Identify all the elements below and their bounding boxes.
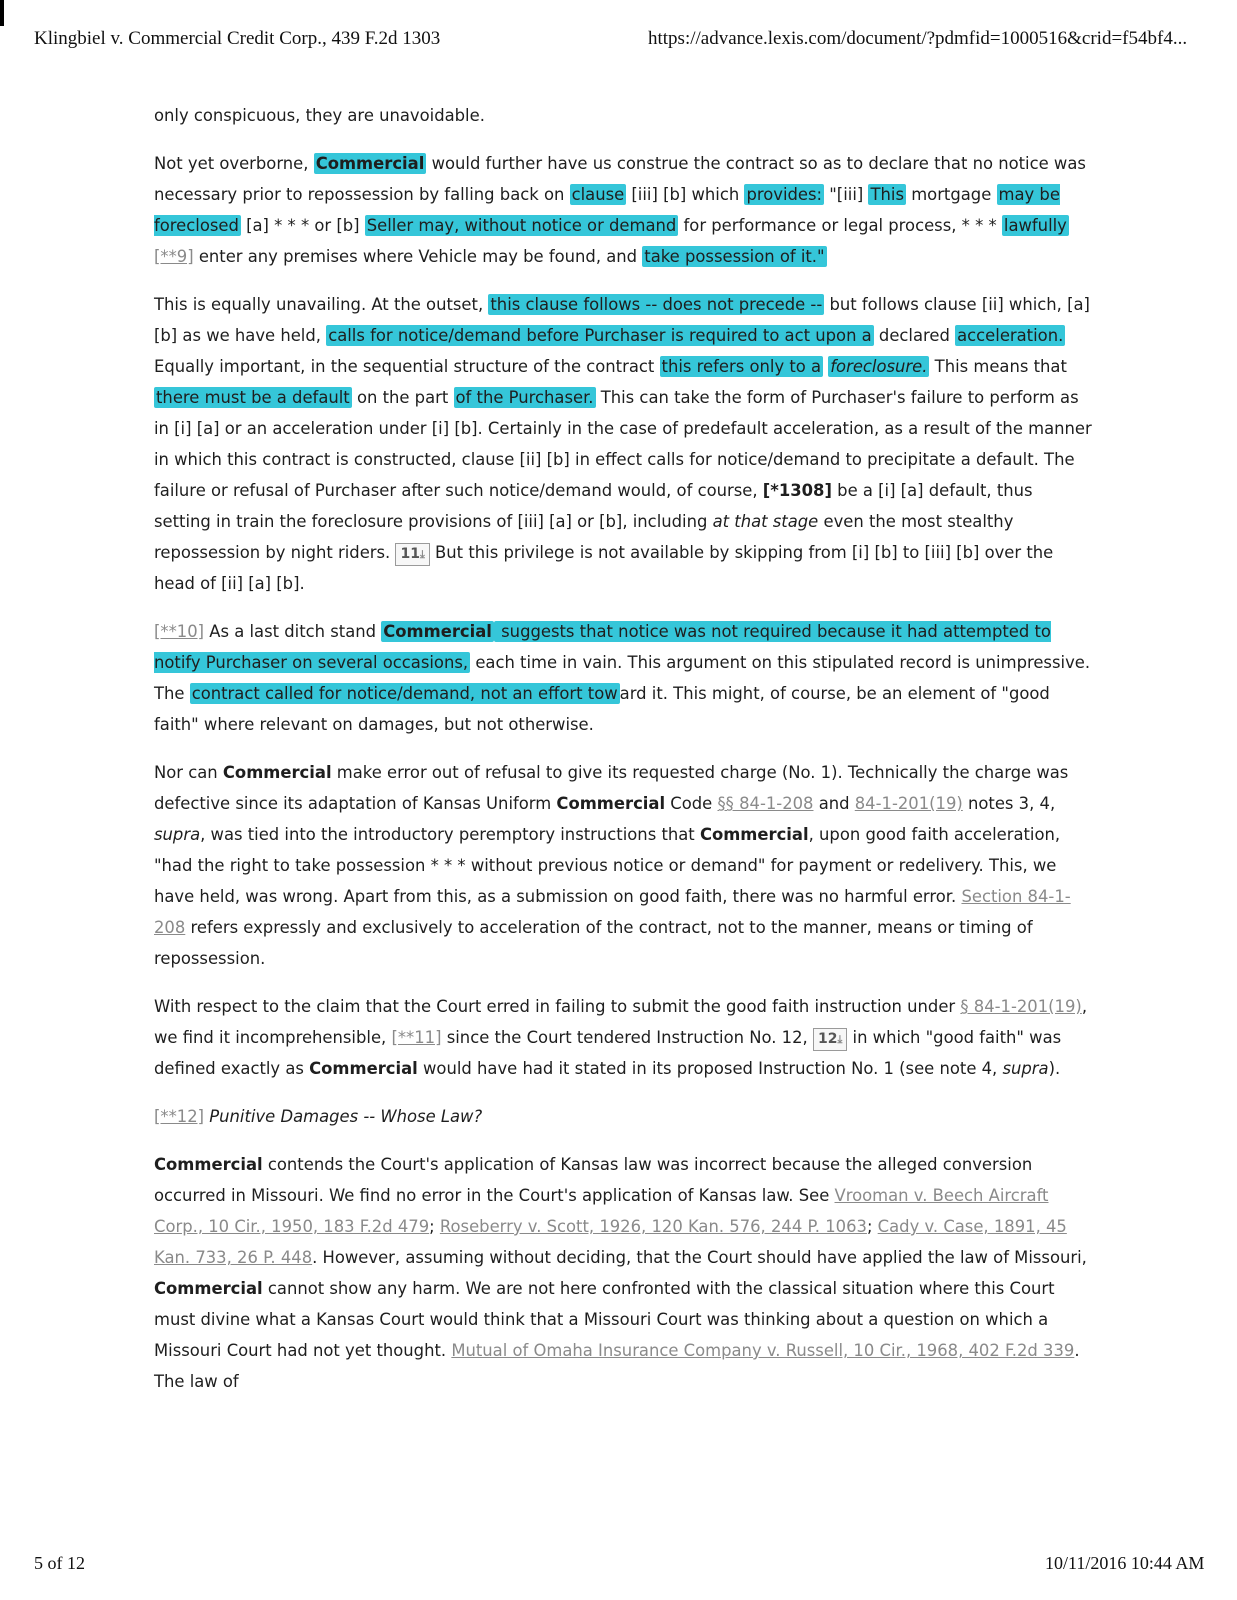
highlight: take possession of it." [644,247,825,266]
text: , we find it incomprehensible, [154,997,1088,1047]
text: only conspicuous, they are unavoidable. [154,106,485,125]
text: and [813,794,855,813]
highlight-commercial: Commercial [383,622,492,641]
text: would further have us construe the contract so as to declare that no notice was necessary prior to repossession by falling back on [154,154,1086,204]
header-case-title: Klingbiel v. Commercial Credit Corp., 439 F.2d 1303 [34,28,441,49]
highlight: there must be a default [156,388,350,407]
text: [iii] [b] which [626,185,745,204]
highlight: foreclosure. [830,357,928,376]
highlight-commercial: Commercial [315,154,425,173]
text: This can take the form of Purchaser's failure to perform as in [i] [a] or an acceleration under [i] [b]. Certainly in the case of predefault acceleration, as a result of the manner in which this contract is constructed, clause [ii] [b] in effect calls for notice/demand to precipitate a default. The failure or refusal of Purchaser after such notice/demand would, of course, [154,388,1092,500]
highlight: acceleration. [957,326,1064,345]
text: even the most stealthy repossession by night riders. [154,512,1014,562]
header-url: https://advance.lexis.com/document/?pdmfid=1000516&crid=f54bf4... [648,28,1188,49]
text: be a [i] [a] default, thus setting in train the foreclosure provisions of [iii] [a] or [b], including [154,481,1033,531]
highlight: lawfully [1003,216,1067,235]
text: in which "good faith" was defined exactly as [154,1028,1062,1078]
text: make error out of refusal to give its requested charge (No. 1). Technically the charge was defective since its adaptation of Kansas Uniform [154,763,1069,813]
text: declared [873,326,956,345]
text: . The law of [154,1341,1080,1391]
text: "[iii] [824,185,869,204]
text: [a] * * * or [b] [240,216,365,235]
download-icon: ⤓ [419,548,425,561]
paragraph-3 [154,289,1094,599]
text: contends the Court's application of Kansas law was incorrect because the alleged conversion occurred in Missouri. We find no error in the Court's application of Kansas law. See [154,1155,1033,1205]
highlight: clause [571,185,625,204]
footnote-button-11[interactable] [395,543,429,566]
text-bold: Commercial [556,794,666,813]
text: ; [866,1217,878,1236]
text: But this privilege is not available by skipping from [i] [b] to [iii] [b] over the head of [ii] [a] [b]. [154,543,1054,593]
text: ). [1048,1059,1061,1078]
text: Equally important, in the sequential structure of the contract [154,357,660,376]
text: would have had it stated in its proposed Instruction No. 1 (see note 4, [417,1059,1003,1078]
footer-page-number: 5 of 12 [34,1553,85,1573]
page-ref-link[interactable]: [**9] [154,247,194,266]
page-ref-link[interactable]: [**10] [154,622,205,641]
highlight: contract called for notice/demand, not an effort tow [191,684,618,703]
paragraph-4 [154,616,1094,740]
text: ard it. This might, of course, be an element of "good faith" where relevant on damages, but not otherwise. [154,684,1050,734]
text-italic: supra [154,825,201,844]
opinion-body [154,100,1094,1414]
text-bold: Commercial [154,1155,263,1174]
highlight: provides: [746,185,823,204]
text: refers expressly and exclusively to acceleration of the contract, not to the manner, means or timing of repossession. [154,918,1033,968]
text: , was tied into the introductory peremptory instructions that [200,825,700,844]
text: As a last ditch stand [204,622,382,641]
text: enter any premises where Vehicle may be found, and [193,247,643,266]
highlight: Seller may, without notice or demand [366,216,677,235]
statute-link[interactable]: §§ 84-1-208 [717,794,814,813]
text: mortgage [905,185,997,204]
highlight: this clause follows -- does not precede -- [490,295,823,314]
text: With respect to the claim that the Court erred in failing to submit the good faith instruction under [154,997,961,1016]
paragraph-1 [154,100,1094,131]
statute-link[interactable]: 84-1-201(19) [854,794,963,813]
page-ref-link[interactable]: [**11] [391,1028,442,1047]
statute-link[interactable]: Section 84-1-208 [154,887,1071,937]
paragraph-8 [154,1149,1094,1397]
text-bold: Commercial [154,1279,263,1298]
highlight: this refers only to a [661,357,822,376]
text: . However, assuming without deciding, that the Court should have applied the law of Missouri, [312,1248,1087,1267]
text-bold: Commercial [222,763,332,782]
text: Nor can [154,763,223,782]
statute-link[interactable]: § 84-1-201(19) [960,997,1082,1016]
case-citation-link[interactable]: Vrooman v. Beech Aircraft Corp., 10 Cir., 1950, 183 F.2d 479 [154,1186,1049,1236]
text: each time in vain. This argument on this stipulated record is unimpressive. The [154,653,1091,703]
highlight: of the Purchaser. [455,388,594,407]
highlight: This [870,185,904,204]
paragraph-2 [154,148,1094,272]
text-bold: Commercial [309,1059,418,1078]
case-citation-link[interactable]: Cady v. Case, 1891, 45 Kan. 733, 26 P. 448 [154,1217,1067,1267]
text: since the Court tendered Instruction No. 12, [441,1028,813,1047]
text: This is equally unavailing. At the outset, [154,295,489,314]
star-page-marker: [*1308] [762,481,832,500]
text: for performance or legal process, * * * [678,216,1002,235]
scan-edge-mark [0,0,4,26]
section-heading [154,1101,1094,1132]
text: cannot show any harm. We are not here confronted with the classical situation where this Court must divine what a Kansas Court would think that a Missouri Court was thinking about a question on which a Missouri Court had not yet thought. [154,1279,1055,1360]
highlight: may be foreclosed [154,185,1060,235]
case-citation-link[interactable]: Mutual of Omaha Insurance Company v. Russell, 10 Cir., 1968, 402 F.2d 339 [451,1341,1075,1360]
text: Not yet overborne, [154,154,314,173]
highlight: calls for notice/demand before Purchaser is required to act upon a [328,326,872,345]
text: , upon good faith acceleration, "had the right to take possession * * * without previous notice or demand" for payment or redelivery. This, we have held, was wrong. Apart from this, as a submission on good faith, there was no harmful error. [154,825,1061,906]
text: notes 3, 4, [962,794,1056,813]
highlight: suggests that notice was not required because it had attempted to notify Purchaser on several occasions, [154,622,1051,672]
page-ref-link[interactable]: [**12] [154,1107,205,1126]
download-icon: ⤓ [837,1033,843,1046]
paragraph-5 [154,757,1094,974]
text: Code [665,794,718,813]
text-bold: Commercial [699,825,809,844]
text-italic: at that stage [712,512,819,531]
text-italic: supra [1002,1059,1049,1078]
paragraph-6 [154,991,1094,1084]
text: This means that [929,357,1067,376]
heading-text: Punitive Damages -- Whose Law? [209,1107,483,1126]
text: but follows clause [ii] which, [a] [b] as we have held, [154,295,1090,345]
footnote-button-12[interactable] [813,1028,847,1051]
case-citation-link[interactable]: Roseberry v. Scott, 1926, 120 Kan. 576, 244 P. 1063 [439,1217,867,1236]
footnote-number: 12 [817,1031,838,1047]
footer-timestamp: 10/11/2016 10:44 AM [1045,1553,1205,1573]
footnote-number: 11 [400,546,420,562]
text: ; [429,1217,440,1236]
text: on the part [351,388,454,407]
